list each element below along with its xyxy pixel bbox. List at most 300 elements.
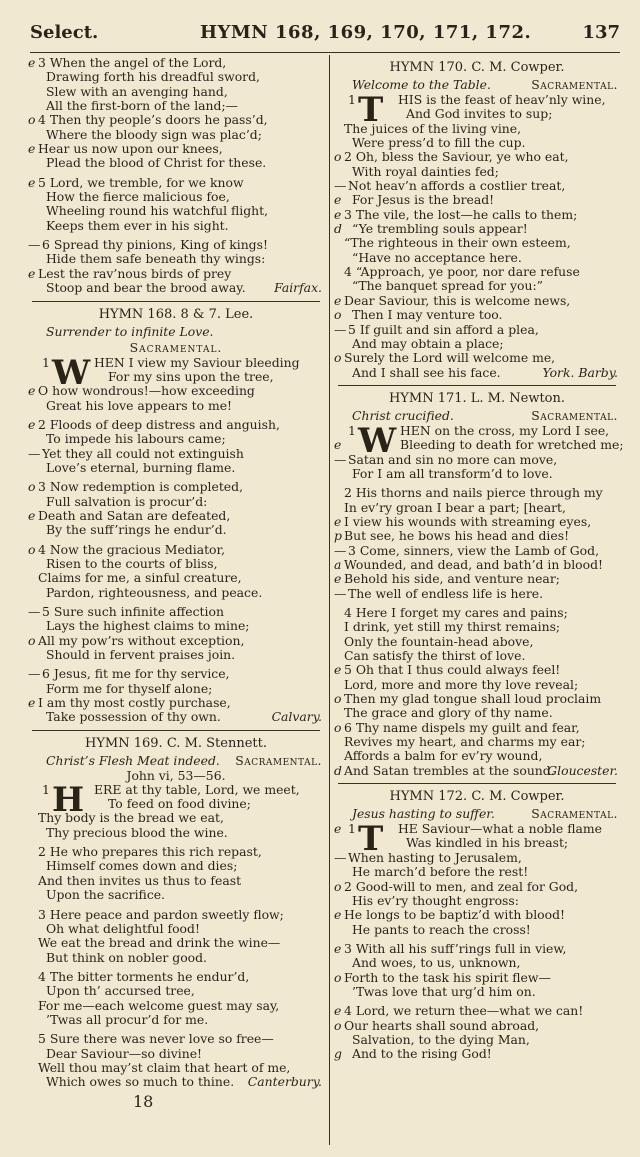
verse-text: Forth to the task his spirit flew— bbox=[344, 969, 551, 985]
stanza-number: 1 bbox=[42, 781, 50, 797]
verse-text: 2 He who prepares this rich repast, bbox=[38, 844, 262, 860]
hymn-172-subtitle: Jesus hasting to suffer. bbox=[352, 806, 495, 822]
verse-text: 4 Now the gracious Mediator, bbox=[38, 541, 226, 557]
verse-line bbox=[334, 222, 620, 236]
verse-line bbox=[28, 70, 324, 84]
verse-text: 3 With all his suff’rings full in view, bbox=[344, 940, 567, 956]
hymn-separator bbox=[32, 730, 320, 731]
dynamic-mark: p bbox=[334, 528, 342, 544]
verse-line bbox=[28, 1075, 324, 1089]
verse-text: He longs to be baptiz’d with blood! bbox=[344, 907, 566, 923]
dynamic-mark: o bbox=[334, 878, 342, 894]
stanza-number: 1 bbox=[348, 821, 356, 837]
dynamic-mark: e bbox=[334, 907, 342, 923]
verse-text: The well of endless life is here. bbox=[348, 585, 544, 601]
verse-line bbox=[334, 942, 620, 956]
verse-line bbox=[28, 811, 324, 825]
verse-line bbox=[334, 587, 620, 601]
dynamic-mark: — bbox=[334, 585, 347, 601]
verse-text: Affords a balm for ev’ry wound, bbox=[344, 748, 543, 764]
dynamic-mark: e bbox=[334, 662, 342, 678]
hymn-170-subtitle: Welcome to the Table. bbox=[352, 77, 491, 92]
verse-text: Can satisfy the thirst of love. bbox=[344, 648, 526, 664]
drop-cap: H bbox=[52, 779, 85, 820]
verse-line bbox=[28, 874, 324, 888]
verse-line bbox=[28, 1061, 324, 1075]
dynamic-mark: o bbox=[334, 307, 342, 323]
dynamic-mark: e bbox=[28, 383, 36, 399]
verse-line bbox=[28, 634, 324, 648]
verse-text: Oh what delightful food! bbox=[46, 920, 200, 936]
verse-line bbox=[28, 509, 324, 523]
verse-text: Wounded, and dead, and bath’d in blood! bbox=[344, 556, 604, 572]
verse-line bbox=[334, 692, 620, 706]
verse-text: I view his wounds with streaming eyes, bbox=[344, 513, 592, 529]
stanza-number: 1 bbox=[42, 354, 50, 370]
drop-cap: T bbox=[358, 819, 384, 860]
dynamic-mark: e bbox=[28, 416, 36, 432]
verse-line bbox=[28, 128, 324, 142]
verse-text: Where the bloody sign was plac’d; bbox=[46, 126, 262, 142]
verse-line bbox=[28, 267, 324, 281]
verse-text: His ev’ry thought engross: bbox=[352, 892, 519, 908]
verse-text: “The banquet spread for you:” bbox=[352, 278, 543, 294]
hymn-separator bbox=[338, 385, 616, 386]
verse-text: Take possession of thy own. bbox=[46, 709, 221, 725]
verse-line bbox=[28, 605, 324, 619]
verse-line bbox=[28, 619, 324, 633]
hymn-168-category: Sacramental. bbox=[129, 339, 223, 355]
verse-line bbox=[334, 251, 620, 265]
verse-text: But think on nobler good. bbox=[46, 949, 207, 965]
verse-text: 3 When the angel of the Lord, bbox=[38, 55, 227, 70]
verse-line bbox=[334, 764, 620, 778]
verse-line bbox=[334, 678, 620, 692]
verse-text: In ev’ry groan I bear a part; [heart, bbox=[344, 499, 566, 515]
verse-text: Death and Satan are defeated, bbox=[38, 507, 231, 523]
dynamic-mark: e bbox=[334, 292, 342, 308]
verse-text: Hide them safe beneath thy wings: bbox=[46, 251, 266, 267]
verse-text: For Jesus is the bread! bbox=[352, 192, 495, 208]
verse-text: And to the rising God! bbox=[352, 1046, 492, 1062]
hymn-169-title: HYMN 169. C. M. Stennett. bbox=[85, 735, 267, 751]
verse-text: Plead the blood of Christ for these. bbox=[46, 155, 267, 171]
verse-line bbox=[334, 467, 620, 481]
verse-line bbox=[334, 453, 620, 467]
verse-line bbox=[334, 923, 620, 937]
verse-line bbox=[28, 523, 324, 537]
verse-line bbox=[28, 571, 324, 585]
verse-text: HE Saviour—what a noble flame bbox=[398, 821, 602, 837]
verse-text: Then I may venture too. bbox=[352, 307, 503, 323]
dynamic-mark: o bbox=[334, 149, 342, 165]
verse-text: Great his love appears to me! bbox=[46, 397, 233, 413]
verse-line bbox=[334, 1019, 620, 1033]
verse-text: Form me for thyself alone; bbox=[46, 680, 213, 696]
dynamic-mark: e bbox=[28, 55, 36, 70]
verse-line bbox=[334, 437, 624, 453]
verse-line bbox=[28, 1047, 324, 1061]
column-divider bbox=[329, 55, 330, 1145]
drop-cap: W bbox=[358, 420, 397, 461]
verse-line bbox=[334, 836, 620, 850]
verse-text: 3 Now redemption is completed, bbox=[38, 479, 244, 495]
verse-text: 2 Oh, bless the Saviour, ye who eat, bbox=[344, 149, 569, 165]
verse-text: Drawing forth his dreadful sword, bbox=[46, 69, 260, 85]
dynamic-mark: o bbox=[334, 691, 342, 707]
header-hymn-numbers: HYMN 168, 169, 170, 171, 172. bbox=[200, 22, 532, 43]
verse-text: 3 Here peace and pardon sweetly flow; bbox=[38, 906, 284, 922]
verse-text: Lord, more and more thy love reveal; bbox=[344, 676, 579, 692]
verse-line bbox=[334, 749, 620, 763]
verse-text: Well thou may’st claim that heart of me, bbox=[38, 1059, 291, 1075]
verse-text: And then invites us thus to feast bbox=[38, 872, 242, 888]
verse-text: I am thy most costly purchase, bbox=[38, 695, 231, 711]
header-section-label: Select. bbox=[30, 22, 99, 43]
verse-text: 5 Oh that I thus could always feel! bbox=[344, 662, 561, 678]
verse-text: 5 If guilt and sin afford a plea, bbox=[348, 321, 539, 337]
verse-line bbox=[28, 113, 324, 127]
verse-line bbox=[334, 501, 620, 515]
dynamic-mark: e bbox=[28, 141, 36, 157]
dynamic-mark: o bbox=[334, 719, 342, 735]
verse-text: O how wondrous!—how exceeding bbox=[38, 383, 255, 399]
verse-line bbox=[28, 142, 324, 156]
verse-line bbox=[28, 384, 324, 398]
verse-text: 6 Thy name dispels my guilt and fear, bbox=[344, 719, 580, 735]
verse-line bbox=[28, 557, 324, 571]
dynamic-mark: e bbox=[28, 265, 36, 281]
verse-line bbox=[28, 85, 324, 99]
verse-text: HEN I view my Saviour bleeding bbox=[94, 354, 300, 370]
verse-line bbox=[28, 648, 324, 662]
verse-line bbox=[334, 1004, 620, 1018]
verse-line bbox=[28, 667, 324, 681]
running-header bbox=[30, 22, 620, 48]
dynamic-mark: o bbox=[28, 112, 36, 128]
verse-line bbox=[334, 544, 620, 558]
hymn-168-subtitle-row bbox=[28, 323, 324, 340]
dynamic-mark: e bbox=[334, 206, 342, 222]
verse-text: For my sins upon the tree, bbox=[108, 368, 274, 384]
hymn-168-subtitle: Surrender to infinite Love. bbox=[46, 323, 214, 339]
verse-line bbox=[28, 922, 324, 936]
verse-line bbox=[334, 366, 620, 380]
hymn-169-subtitle: Christ’s Flesh Meat indeed. bbox=[46, 752, 220, 768]
dynamic-mark: d bbox=[334, 221, 342, 237]
verse-text: And may obtain a place; bbox=[352, 335, 504, 351]
verse-text: Wheeling round his watchful flight, bbox=[46, 203, 269, 219]
hymn-170-category: Sacramental. bbox=[531, 77, 618, 92]
verse-line bbox=[28, 156, 324, 170]
verse-line bbox=[334, 956, 620, 970]
dynamic-mark: d bbox=[334, 762, 342, 778]
dynamic-mark: g bbox=[334, 1046, 342, 1062]
verse-text: And I shall see his face. bbox=[352, 364, 501, 380]
verse-line bbox=[28, 1032, 324, 1046]
hymn-171-category: Sacramental. bbox=[531, 407, 618, 423]
verse-text: All the first-born of the land;— bbox=[46, 98, 239, 114]
verse-line bbox=[334, 136, 620, 150]
verse-line bbox=[334, 558, 620, 572]
dynamic-mark: o bbox=[28, 541, 36, 557]
verse-text: 2 His thorns and nails pierce through my bbox=[344, 485, 603, 501]
verse-line bbox=[28, 859, 324, 873]
tune-name: York. Barby. bbox=[542, 364, 618, 380]
verse-text: To impede his labours came; bbox=[46, 431, 226, 447]
tune-name: Calvary. bbox=[271, 709, 322, 725]
dynamic-mark: e bbox=[334, 571, 342, 587]
verse-line bbox=[334, 193, 620, 207]
verse-text: The juices of the living vine, bbox=[344, 120, 522, 136]
stanza-number: 1 bbox=[348, 92, 356, 107]
verse-line bbox=[334, 735, 620, 749]
hymn-172-title: HYMN 172. C. M. Cowper. bbox=[389, 789, 565, 805]
dynamic-mark: e bbox=[334, 192, 342, 208]
verse-text: 3 The vile, the lost—he calls to them; bbox=[344, 206, 578, 222]
verse-text: Keeps them ever in his sight. bbox=[46, 217, 229, 233]
dynamic-mark: — bbox=[334, 321, 347, 337]
verse-text: Upon the sacrifice. bbox=[46, 887, 166, 903]
verse-text: “The righteous in their own esteem, bbox=[344, 235, 571, 251]
verse-text: By the suff’rings he endur’d. bbox=[46, 522, 227, 538]
verse-line bbox=[334, 908, 620, 922]
verse-line bbox=[28, 936, 324, 950]
verse-line bbox=[334, 649, 620, 663]
hymn-171-title: HYMN 171. L. M. Newton. bbox=[388, 390, 566, 406]
verse-line bbox=[334, 620, 620, 634]
verse-line bbox=[28, 281, 324, 295]
hymn-separator bbox=[32, 301, 320, 302]
dynamic-mark: — bbox=[334, 451, 347, 467]
dynamic-mark: o bbox=[334, 969, 342, 985]
dynamic-mark: e bbox=[334, 1003, 342, 1019]
verse-text: To feed on food divine; bbox=[108, 796, 251, 812]
verse-text: And God invites to sup; bbox=[406, 106, 553, 122]
verse-text: Full salvation is procur’d: bbox=[46, 493, 208, 509]
dynamic-mark: — bbox=[28, 237, 41, 253]
verse-text: And woes, to us, unknown, bbox=[352, 955, 521, 971]
verse-text: Himself comes down and dies; bbox=[46, 858, 238, 874]
verse-line bbox=[334, 294, 620, 308]
verse-line bbox=[334, 865, 620, 879]
verse-text: Which owes so much to thine. bbox=[46, 1074, 235, 1090]
verse-text: ’Twas all procur’d for me. bbox=[46, 1011, 209, 1027]
verse-line bbox=[334, 572, 620, 586]
verse-text: Not heav’n affords a costlier treat, bbox=[348, 178, 566, 194]
verse-text: ’Twas love that urg’d him on. bbox=[352, 983, 536, 999]
verse-text: And Satan trembles at the sound. bbox=[344, 762, 555, 778]
verse-text: For me—each welcome guest may say, bbox=[38, 997, 280, 1013]
verse-text: 5 Sure such infinite affection bbox=[42, 604, 224, 619]
verse-line bbox=[334, 308, 620, 322]
verse-text: ERE at thy table, Lord, we meet, bbox=[94, 781, 300, 797]
verse-line bbox=[334, 107, 620, 121]
verse-line bbox=[28, 495, 324, 509]
verse-text: 4 “Approach, ye poor, nor dare refuse bbox=[344, 264, 580, 280]
hymn-168-title: HYMN 168. 8 & 7. Lee. bbox=[98, 306, 254, 322]
dynamic-mark: a bbox=[334, 556, 342, 572]
dynamic-mark: — bbox=[334, 178, 347, 194]
dynamic-mark: e bbox=[334, 940, 342, 956]
verse-text: He march’d before the rest! bbox=[352, 864, 529, 880]
verse-line bbox=[334, 1033, 620, 1047]
verse-line bbox=[28, 252, 324, 266]
verse-text: Dear Saviour—so divine! bbox=[46, 1045, 203, 1061]
verse-text: Yet they all could not extinguish bbox=[42, 445, 244, 461]
dynamic-mark: e bbox=[28, 507, 36, 523]
hymn-separator bbox=[338, 783, 616, 784]
stanza-number: 1 bbox=[348, 422, 356, 438]
tune-name: Gloucester. bbox=[547, 762, 618, 778]
dynamic-mark: o bbox=[28, 632, 36, 648]
verse-line bbox=[334, 236, 620, 250]
verse-line bbox=[334, 529, 620, 543]
verse-line bbox=[28, 418, 324, 432]
verse-text: How the fierce malicious foe, bbox=[46, 189, 230, 205]
verse-text: He pants to reach the cross! bbox=[352, 921, 531, 937]
verse-line bbox=[28, 826, 324, 840]
dynamic-mark: — bbox=[28, 666, 41, 682]
verse-text: All my pow’rs without exception, bbox=[38, 632, 245, 648]
verse-text: The grace and glory of thy name. bbox=[344, 705, 553, 721]
verse-text: We eat the bread and drink the wine— bbox=[38, 935, 281, 951]
verse-text: Was kindled in his breast; bbox=[406, 835, 569, 851]
verse-text: Thy body is the bread we eat, bbox=[38, 810, 224, 826]
verse-text: Stoop and bear the brood away. bbox=[46, 280, 246, 296]
dynamic-mark: e bbox=[28, 695, 36, 711]
verse-text: Were press’d to fill the cup. bbox=[352, 135, 526, 151]
verse-text: “Have no acceptance here. bbox=[352, 249, 522, 265]
dynamic-mark: — bbox=[334, 542, 347, 558]
verse-text: Only the fountain-head above, bbox=[344, 633, 534, 649]
verse-line bbox=[28, 461, 324, 475]
left-column bbox=[28, 56, 324, 1090]
verse-line bbox=[28, 543, 324, 557]
verse-line bbox=[334, 985, 620, 999]
dynamic-mark: — bbox=[28, 604, 41, 619]
verse-line bbox=[28, 970, 324, 984]
verse-line bbox=[334, 663, 620, 677]
verse-text: 4 Then thy people’s doors he pass’d, bbox=[38, 112, 268, 128]
drop-cap: T bbox=[358, 90, 384, 130]
verse-text: HEN on the cross, my Lord I see, bbox=[400, 422, 610, 438]
verse-line bbox=[334, 851, 620, 865]
hymn-170-title: HYMN 170. C. M. Cowper. bbox=[389, 60, 565, 75]
verse-line bbox=[334, 279, 620, 293]
verse-line bbox=[334, 515, 620, 529]
hymn-171-subtitle: Christ crucified. bbox=[352, 407, 454, 423]
verse-line bbox=[28, 190, 324, 204]
verse-text: 6 Jesus, fit me for thy service, bbox=[42, 666, 230, 682]
verse-line bbox=[334, 351, 620, 365]
verse-text: Claims for me, a sinful creature, bbox=[38, 570, 242, 586]
verse-line bbox=[28, 586, 324, 600]
verse-text: “Ye trembling souls appear! bbox=[352, 221, 528, 237]
verse-line bbox=[28, 399, 324, 413]
verse-text: Upon th’ accursed tree, bbox=[46, 983, 195, 999]
verse-line bbox=[334, 337, 620, 351]
verse-line bbox=[28, 696, 324, 710]
verse-text: Bleeding to death for wretched me; bbox=[400, 437, 624, 453]
verse-line bbox=[28, 888, 324, 902]
verse-line bbox=[28, 682, 324, 696]
tune-name: Canterbury. bbox=[247, 1074, 322, 1090]
verse-text: Then my glad tongue shall loud proclaim bbox=[344, 691, 602, 707]
verse-text: Our hearts shall sound abroad, bbox=[344, 1017, 540, 1033]
verse-line bbox=[28, 951, 324, 965]
dynamic-mark: e bbox=[28, 174, 36, 190]
verse-line bbox=[28, 176, 324, 190]
verse-line bbox=[28, 797, 324, 811]
verse-text: 2 Good-will to men, and zeal for God, bbox=[344, 878, 579, 894]
verse-text: Hear us now upon our knees, bbox=[38, 141, 223, 157]
verse-line bbox=[334, 606, 620, 620]
dynamic-mark: e bbox=[334, 821, 342, 837]
verse-line bbox=[28, 56, 324, 70]
dynamic-mark: o bbox=[28, 479, 36, 495]
verse-line bbox=[334, 971, 620, 985]
dynamic-mark: e bbox=[334, 437, 342, 453]
verse-text: 4 Lord, we return thee—what we can! bbox=[344, 1003, 584, 1019]
right-column bbox=[334, 56, 624, 1062]
verse-line bbox=[28, 99, 324, 113]
verse-text: 2 Floods of deep distress and anguish, bbox=[38, 416, 280, 432]
verse-line bbox=[28, 447, 324, 461]
verse-text: 6 Spread thy pinions, King of kings! bbox=[42, 237, 268, 253]
verse-line bbox=[28, 219, 324, 233]
verse-text: HIS is the feast of heav’nly wine, bbox=[398, 92, 606, 107]
verse-line bbox=[334, 1047, 620, 1061]
hymn-169-category: Sacramental. bbox=[235, 752, 322, 768]
dynamic-mark: o bbox=[334, 350, 342, 366]
verse-text: Slew with an avenging hand, bbox=[46, 83, 228, 99]
verse-line bbox=[334, 165, 620, 179]
verse-text: Risen to the courts of bliss, bbox=[46, 555, 218, 571]
verse-text: But see, he bows his head and dies! bbox=[344, 528, 570, 544]
verse-line bbox=[28, 845, 324, 859]
drop-cap: W bbox=[52, 352, 91, 393]
verse-text: I drink, yet still my thirst remains; bbox=[344, 619, 561, 635]
hymn-169-subtitle-row bbox=[28, 752, 324, 769]
verse-line bbox=[334, 150, 620, 164]
verse-line bbox=[334, 323, 620, 337]
verse-line bbox=[28, 204, 324, 218]
verse-line bbox=[334, 721, 620, 735]
header-rule bbox=[30, 52, 620, 53]
verse-text: Lest the rav’nous birds of prey bbox=[38, 265, 232, 281]
verse-text: Surely the Lord will welcome me, bbox=[344, 350, 556, 366]
signature-mark: 18 bbox=[133, 1092, 154, 1111]
verse-line bbox=[28, 984, 324, 998]
verse-line bbox=[28, 1013, 324, 1027]
verse-text: When hasting to Jerusalem, bbox=[348, 849, 522, 865]
verse-line bbox=[334, 208, 620, 222]
verse-text: Dear Saviour, this is welcome news, bbox=[344, 292, 571, 308]
verse-text: Lays the highest claims to mine; bbox=[46, 618, 250, 634]
page-number: 137 bbox=[582, 22, 620, 43]
verse-text: Thy precious blood the wine. bbox=[46, 824, 228, 840]
verse-text: Salvation, to the dying Man, bbox=[352, 1031, 530, 1047]
verse-text: Love’s eternal, burning flame. bbox=[46, 459, 236, 475]
verse-line bbox=[334, 880, 620, 894]
verse-line bbox=[28, 432, 324, 446]
verse-line bbox=[28, 480, 324, 494]
verse-line bbox=[28, 999, 324, 1013]
verse-text: Should in fervent praises join. bbox=[46, 647, 236, 663]
verse-line bbox=[28, 710, 324, 724]
hymn-172-category: Sacramental. bbox=[531, 806, 618, 822]
